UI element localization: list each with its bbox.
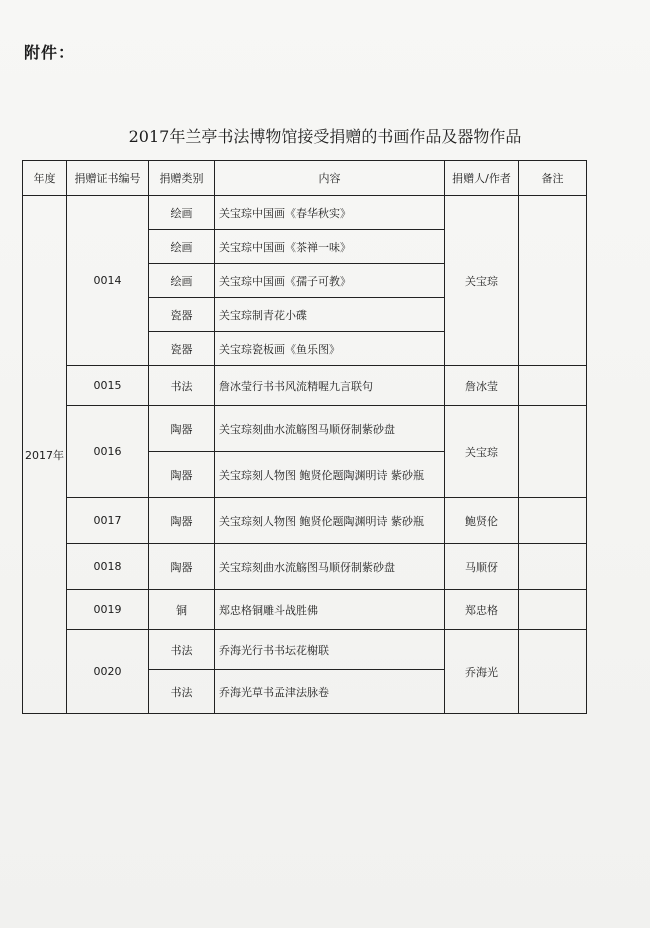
content-cell: 关宝琮刻人物图 鲍贤伦题陶渊明诗 紫砂瓶 xyxy=(215,452,445,498)
cert-no-cell: 0018 xyxy=(67,544,149,590)
content-cell: 关宝琮刻人物图 鲍贤伦题陶渊明诗 紫砂瓶 xyxy=(215,498,445,544)
donor-cell: 关宝琮 xyxy=(445,406,519,498)
donation-table xyxy=(22,160,587,714)
table-row xyxy=(23,406,587,452)
table-row xyxy=(23,196,587,230)
remarks-cell xyxy=(519,544,587,590)
content-cell: 关宝琮中国画《春华秋实》 xyxy=(215,196,445,230)
header-donor: 捐赠人/作者 xyxy=(445,161,519,196)
cert-no-cell: 0016 xyxy=(67,406,149,498)
cert-no-cell: 0019 xyxy=(67,590,149,630)
content-cell: 乔海光行书书坛花榭联 xyxy=(215,630,445,670)
table-row xyxy=(23,498,587,544)
content-cell: 关宝琮瓷板画《鱼乐图》 xyxy=(215,332,445,366)
category-cell: 书法 xyxy=(149,366,215,406)
cert-no-cell: 0015 xyxy=(67,366,149,406)
table-row xyxy=(23,630,587,670)
donor-cell: 关宝琮 xyxy=(445,196,519,366)
cert-no-cell: 0014 xyxy=(67,196,149,366)
remarks-cell xyxy=(519,406,587,498)
donor-cell: 詹冰莹 xyxy=(445,366,519,406)
cert-no-cell: 0017 xyxy=(67,498,149,544)
remarks-cell xyxy=(519,590,587,630)
remarks-cell xyxy=(519,498,587,544)
year-cell: 2017年 xyxy=(23,196,67,714)
category-cell: 陶器 xyxy=(149,452,215,498)
header-category: 捐赠类别 xyxy=(149,161,215,196)
category-cell: 铜 xyxy=(149,590,215,630)
document-title: 2017年兰亭书法博物馆接受捐赠的书画作品及器物作品 xyxy=(128,127,522,146)
remarks-cell xyxy=(519,366,587,406)
category-cell: 瓷器 xyxy=(149,298,215,332)
category-cell: 绘画 xyxy=(149,264,215,298)
content-cell: 关宝琮中国画《茶禅一味》 xyxy=(215,230,445,264)
content-cell: 詹冰莹行书书风流精喔九言联句 xyxy=(215,366,445,406)
table-row xyxy=(23,544,587,590)
content-cell: 关宝琮中国画《孺子可教》 xyxy=(215,264,445,298)
content-cell: 关宝琮刻曲水流觞图马顺伢制紫砂盘 xyxy=(215,544,445,590)
table-row xyxy=(23,366,587,406)
donor-cell: 马顺伢 xyxy=(445,544,519,590)
category-cell: 瓷器 xyxy=(149,332,215,366)
remarks-cell xyxy=(519,196,587,366)
table-header-row xyxy=(23,161,587,196)
content-cell: 关宝琮制青花小碟 xyxy=(215,298,445,332)
header-remarks: 备注 xyxy=(519,161,587,196)
category-cell: 书法 xyxy=(149,630,215,670)
remarks-cell xyxy=(519,630,587,714)
cert-no-cell: 0020 xyxy=(67,630,149,714)
content-cell: 关宝琮刻曲水流觞图马顺伢制紫砂盘 xyxy=(215,406,445,452)
donor-cell: 鲍贤伦 xyxy=(445,498,519,544)
content-cell: 乔海光草书孟津法脉卷 xyxy=(215,670,445,714)
category-cell: 陶器 xyxy=(149,406,215,452)
category-cell: 绘画 xyxy=(149,196,215,230)
attachment-label: 附件： xyxy=(24,43,76,62)
donor-cell: 乔海光 xyxy=(445,630,519,714)
content-cell: 郑忠格铜雕斗战胜佛 xyxy=(215,590,445,630)
donor-cell: 郑忠格 xyxy=(445,590,519,630)
header-cert-no: 捐赠证书编号 xyxy=(67,161,149,196)
category-cell: 陶器 xyxy=(149,544,215,590)
header-year: 年度 xyxy=(23,161,67,196)
table-row xyxy=(23,590,587,630)
header-content: 内容 xyxy=(215,161,445,196)
category-cell: 绘画 xyxy=(149,230,215,264)
category-cell: 陶器 xyxy=(149,498,215,544)
category-cell: 书法 xyxy=(149,670,215,714)
